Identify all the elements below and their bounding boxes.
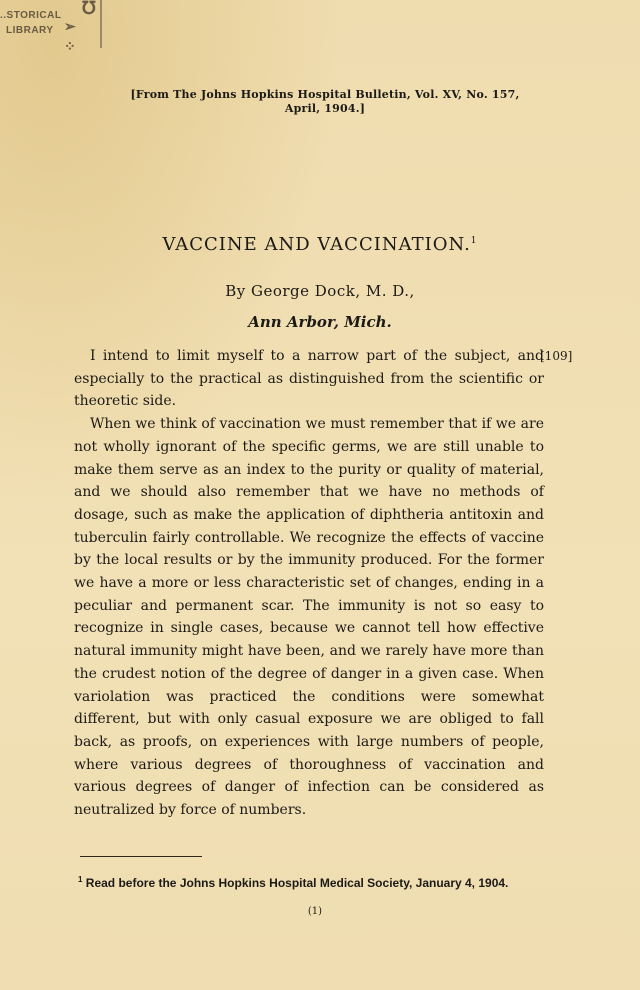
source-note <box>60 88 590 116</box>
source-note-line-2: April, 1904.] <box>284 102 366 115</box>
article-body <box>74 345 544 822</box>
paragraph-1: I intend to limit myself to a narrow part of the subject, and especially to the practical as distinguished from the scientific or theoretic side. <box>74 348 544 410</box>
footnote-marker: 1 <box>78 875 83 884</box>
stamp-edge <box>100 0 102 48</box>
page-number: (1) <box>307 906 323 917</box>
stamp-arrow-icon: ➢ <box>64 18 76 34</box>
footnote <box>78 870 544 893</box>
library-stamp <box>0 0 110 80</box>
source-note-line-1: [From The Johns Hopkins Hospital Bulletin, Vol. XV, No. 157, <box>130 88 520 101</box>
margin-page-reference: [109] <box>540 349 573 363</box>
article-title-text: VACCINE AND VACCINATION. <box>162 234 471 255</box>
stamp-dots-icon: ⁘ <box>64 38 76 54</box>
stamp-line-2: LIBRARY <box>6 25 54 36</box>
footnote-divider <box>80 856 202 857</box>
article-title <box>80 234 560 255</box>
title-footnote-marker: 1 <box>470 236 478 246</box>
paragraph-2: When we think of vaccination we must remember that if we are not wholly ignorant of the specific germs, we are still unable to make them serve as an index to the purity or quality of material, and we should also remember that we have no methods of dosage, such as make the application of diphtheria antitoxin and tuberculin fairly controllable. We recognize the effects of vaccine by the local results or by the immunity produced. For the former we have a more or less characteristic set of changes, ending in a peculiar and permanent scar. The immunity is not so easy to recognize in single cases, because we cannot tell how effective natural immunity might have been, and we rarely have more than the crudest notion of the degree of danger in a given case. When variolation was practiced the conditions were somewhat different, but with only casual exposure we are obliged to fall back, as proofs, on experiences with large numbers of people, where various degrees of thoroughness of vaccination and various degrees of danger of infection can be considered as neutralized by force of numbers. <box>74 416 544 819</box>
footnote-text: Read before the Johns Hopkins Hospital Medical Society, January 4, 1904. <box>85 876 509 890</box>
author-location: Ann Arbor, Mich. <box>248 313 392 331</box>
article-byline: By George Dock, M. D., <box>225 282 415 300</box>
stamp-mark-icon: ℧ <box>82 0 96 18</box>
stamp-line-1: ..STORICAL <box>0 10 62 21</box>
